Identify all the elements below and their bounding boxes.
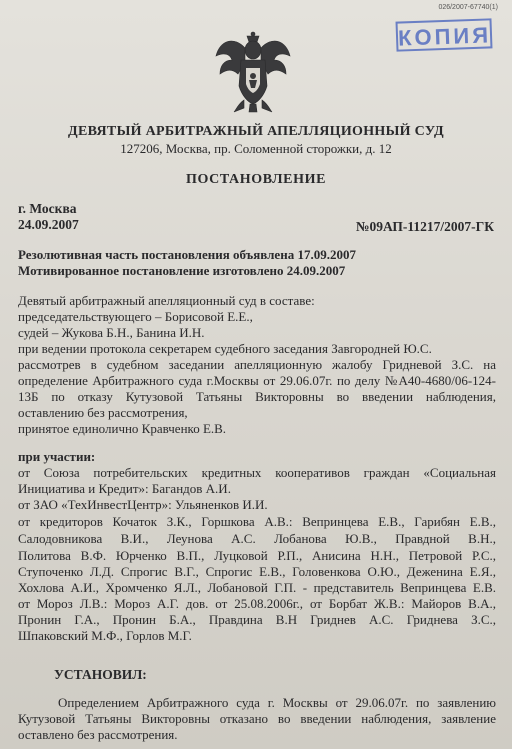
date: 24.09.2007 <box>18 217 79 232</box>
presence-line: Ступоченко Л.Д. Спрогис В.Г., Спрогис Е.В., Головенкова О.Ю., Деженина Е.Я., <box>18 564 496 579</box>
presence-line: Хохлова А.И., Хромченко Я.Л., Лобановой Г.П. - представитель Вепринцева Е.В. <box>18 580 496 595</box>
presence-line: Шпаковский М.Ф., Горлов М.Г. <box>18 628 192 643</box>
city: г. Москва <box>18 201 77 216</box>
case-number: №09АП-11217/2007-ГК <box>355 219 494 234</box>
composition-line: 13Б по отказу Кутузовой Татьяны Викторовны во введении наблюдения, <box>18 389 496 404</box>
presence-line: Политова В.Ф. Юрченко В.П., Луцковой Р.П., Анисина Н.Н., Петровой Р.С., <box>18 548 496 563</box>
composition-line: Девятый арбитражный апелляционный суд в составе: <box>18 293 315 308</box>
established-line: оставлено без рассмотрения. <box>18 727 178 742</box>
composition-line: при ведении протокола секретарем судебного заседания Завгородней Ю.С. <box>18 341 432 356</box>
presence-line: Инициатива и Кредит»: Багандов А.И. <box>18 481 231 496</box>
presence-line: от Союза потребительских кредитных кооперативов граждан «Социальная <box>18 465 496 480</box>
established-line: Кутузовой Татьяны Викторовны отказано во введении наблюдения, заявление <box>18 711 496 726</box>
document-title: ПОСТАНОВЛЕНИЕ <box>185 172 327 187</box>
presence-line: от ЗАО «ТехИнвестЦентр»: Ульяненков И.И. <box>18 497 268 512</box>
presence-line: от кредиторов Кочаток З.К., Горшкова А.В.: Вепринцева Е.В., Гарибян Е.В., <box>18 514 496 529</box>
composition-line: оставлению без рассмотрения, <box>18 405 188 420</box>
court-name: ДЕВЯТЫЙ АРБИТРАЖНЫЙ АПЕЛЛЯЦИОННЫЙ СУД <box>68 124 444 139</box>
document-number: 026/2007-67740(1) <box>438 4 498 11</box>
court-address: 127206, Москва, пр. Соломенной сторожки, д. 12 <box>120 141 392 156</box>
presence-line: Салодовникова В.И., Леунова А.С. Лобанова Ю.В., Правдной В.Н., <box>18 531 496 546</box>
composition-line: рассмотрев в судебном заседании апелляционную жалобу Гридневой З.С. на <box>18 357 496 372</box>
presence-line: от Мороз Л.В.: Мороз А.Г. дов. от 25.08.2006г., от Борбат Ж.В.: Майоров В.А., <box>18 596 496 611</box>
composition-line: принятое единолично Кравченко Е.В. <box>18 421 227 436</box>
composition-line: судей – Жукова Б.Н., Банина И.Н. <box>18 325 205 340</box>
presence-line: Пронин Г.А., Пронин Б.А., Правдина В.Н Гриднев А.С. Гриднева З.С., <box>18 612 496 627</box>
established-line: Определением Арбитражного суда г. Москвы от 29.06.07г. по заявлению <box>58 695 496 710</box>
established-heading: УСТАНОВИЛ: <box>54 667 147 682</box>
composition-line: определение Арбитражного суда г.Москвы от 29.06.07г. по делу №А40-4680/06-124- <box>18 373 496 388</box>
announced-line: Резолютивная часть постановления объявлена 17.09.2007 <box>18 247 356 262</box>
made-line: Мотивированное постановление изготовлено 24.09.2007 <box>18 263 346 278</box>
copy-stamp: КОПИЯ <box>396 18 493 51</box>
composition-line: председательствующего – Борисовой Е.Е., <box>18 309 253 324</box>
coat-of-arms-emblem <box>214 30 292 114</box>
presence-heading: при участии: <box>18 449 96 464</box>
